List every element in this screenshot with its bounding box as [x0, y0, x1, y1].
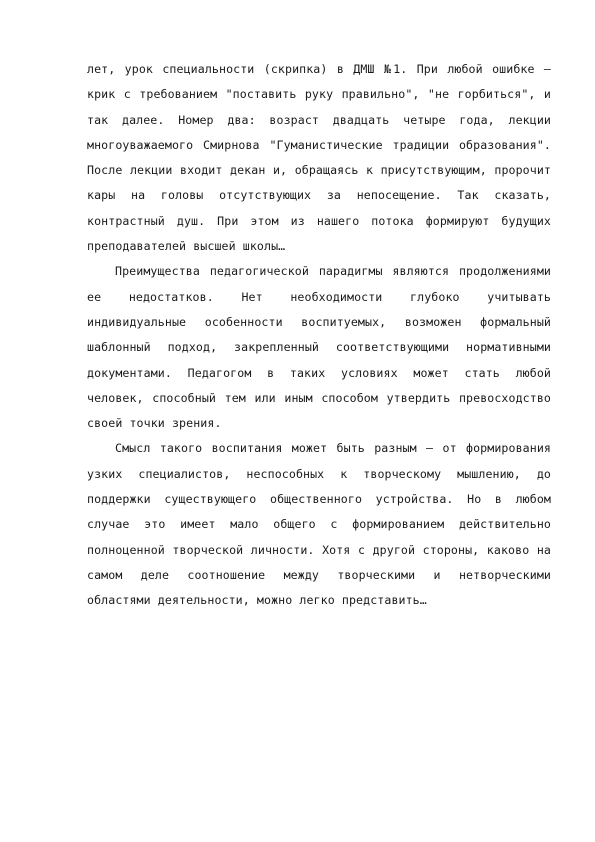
paragraph-3: Смысл такого воспитания может быть разным – от формирования узких специалистов, неспособных к творческому мышлению, до поддержки существующего общественного устройства. Но в любом случае это имеет мало общего с формированием действительно полноценной творческой личности. Хотя с другой стороны, каково на самом деле соотношение между творческими и нетворческими областями деятельности, можно легко представить… — [87, 441, 551, 608]
paragraph-2: Преимущества педагогической парадигмы являются продолжениями ее недостатков. Нет необходимости глубоко учитывать индивидуальные особенности воспитуемых, возможен формальный шаблонный подход, закрепленный соответствующими нормативными документами. Педагогом в таких условиях может стать любой человек, способный тем или иным способом утвердить превосходство своей точки зрения. — [87, 264, 551, 431]
paragraph-1: лет, урок специальности (скрипка) в ДМШ №1. При любой ошибке – крик с требованием "поставить руку правильно", "не горбиться", и так далее. Номер два: возраст двадцать четыре года, лекции многоуважаемого Смирнова "Гуманистические традиции образования". После лекции входит декан и, обращаясь к присутствующим, пророчит кары на головы отсутствующих за непосещение. Так сказать, контрастный душ. При этом из нашего потока формируют будущих преподавателей высшей школы… — [87, 62, 551, 254]
